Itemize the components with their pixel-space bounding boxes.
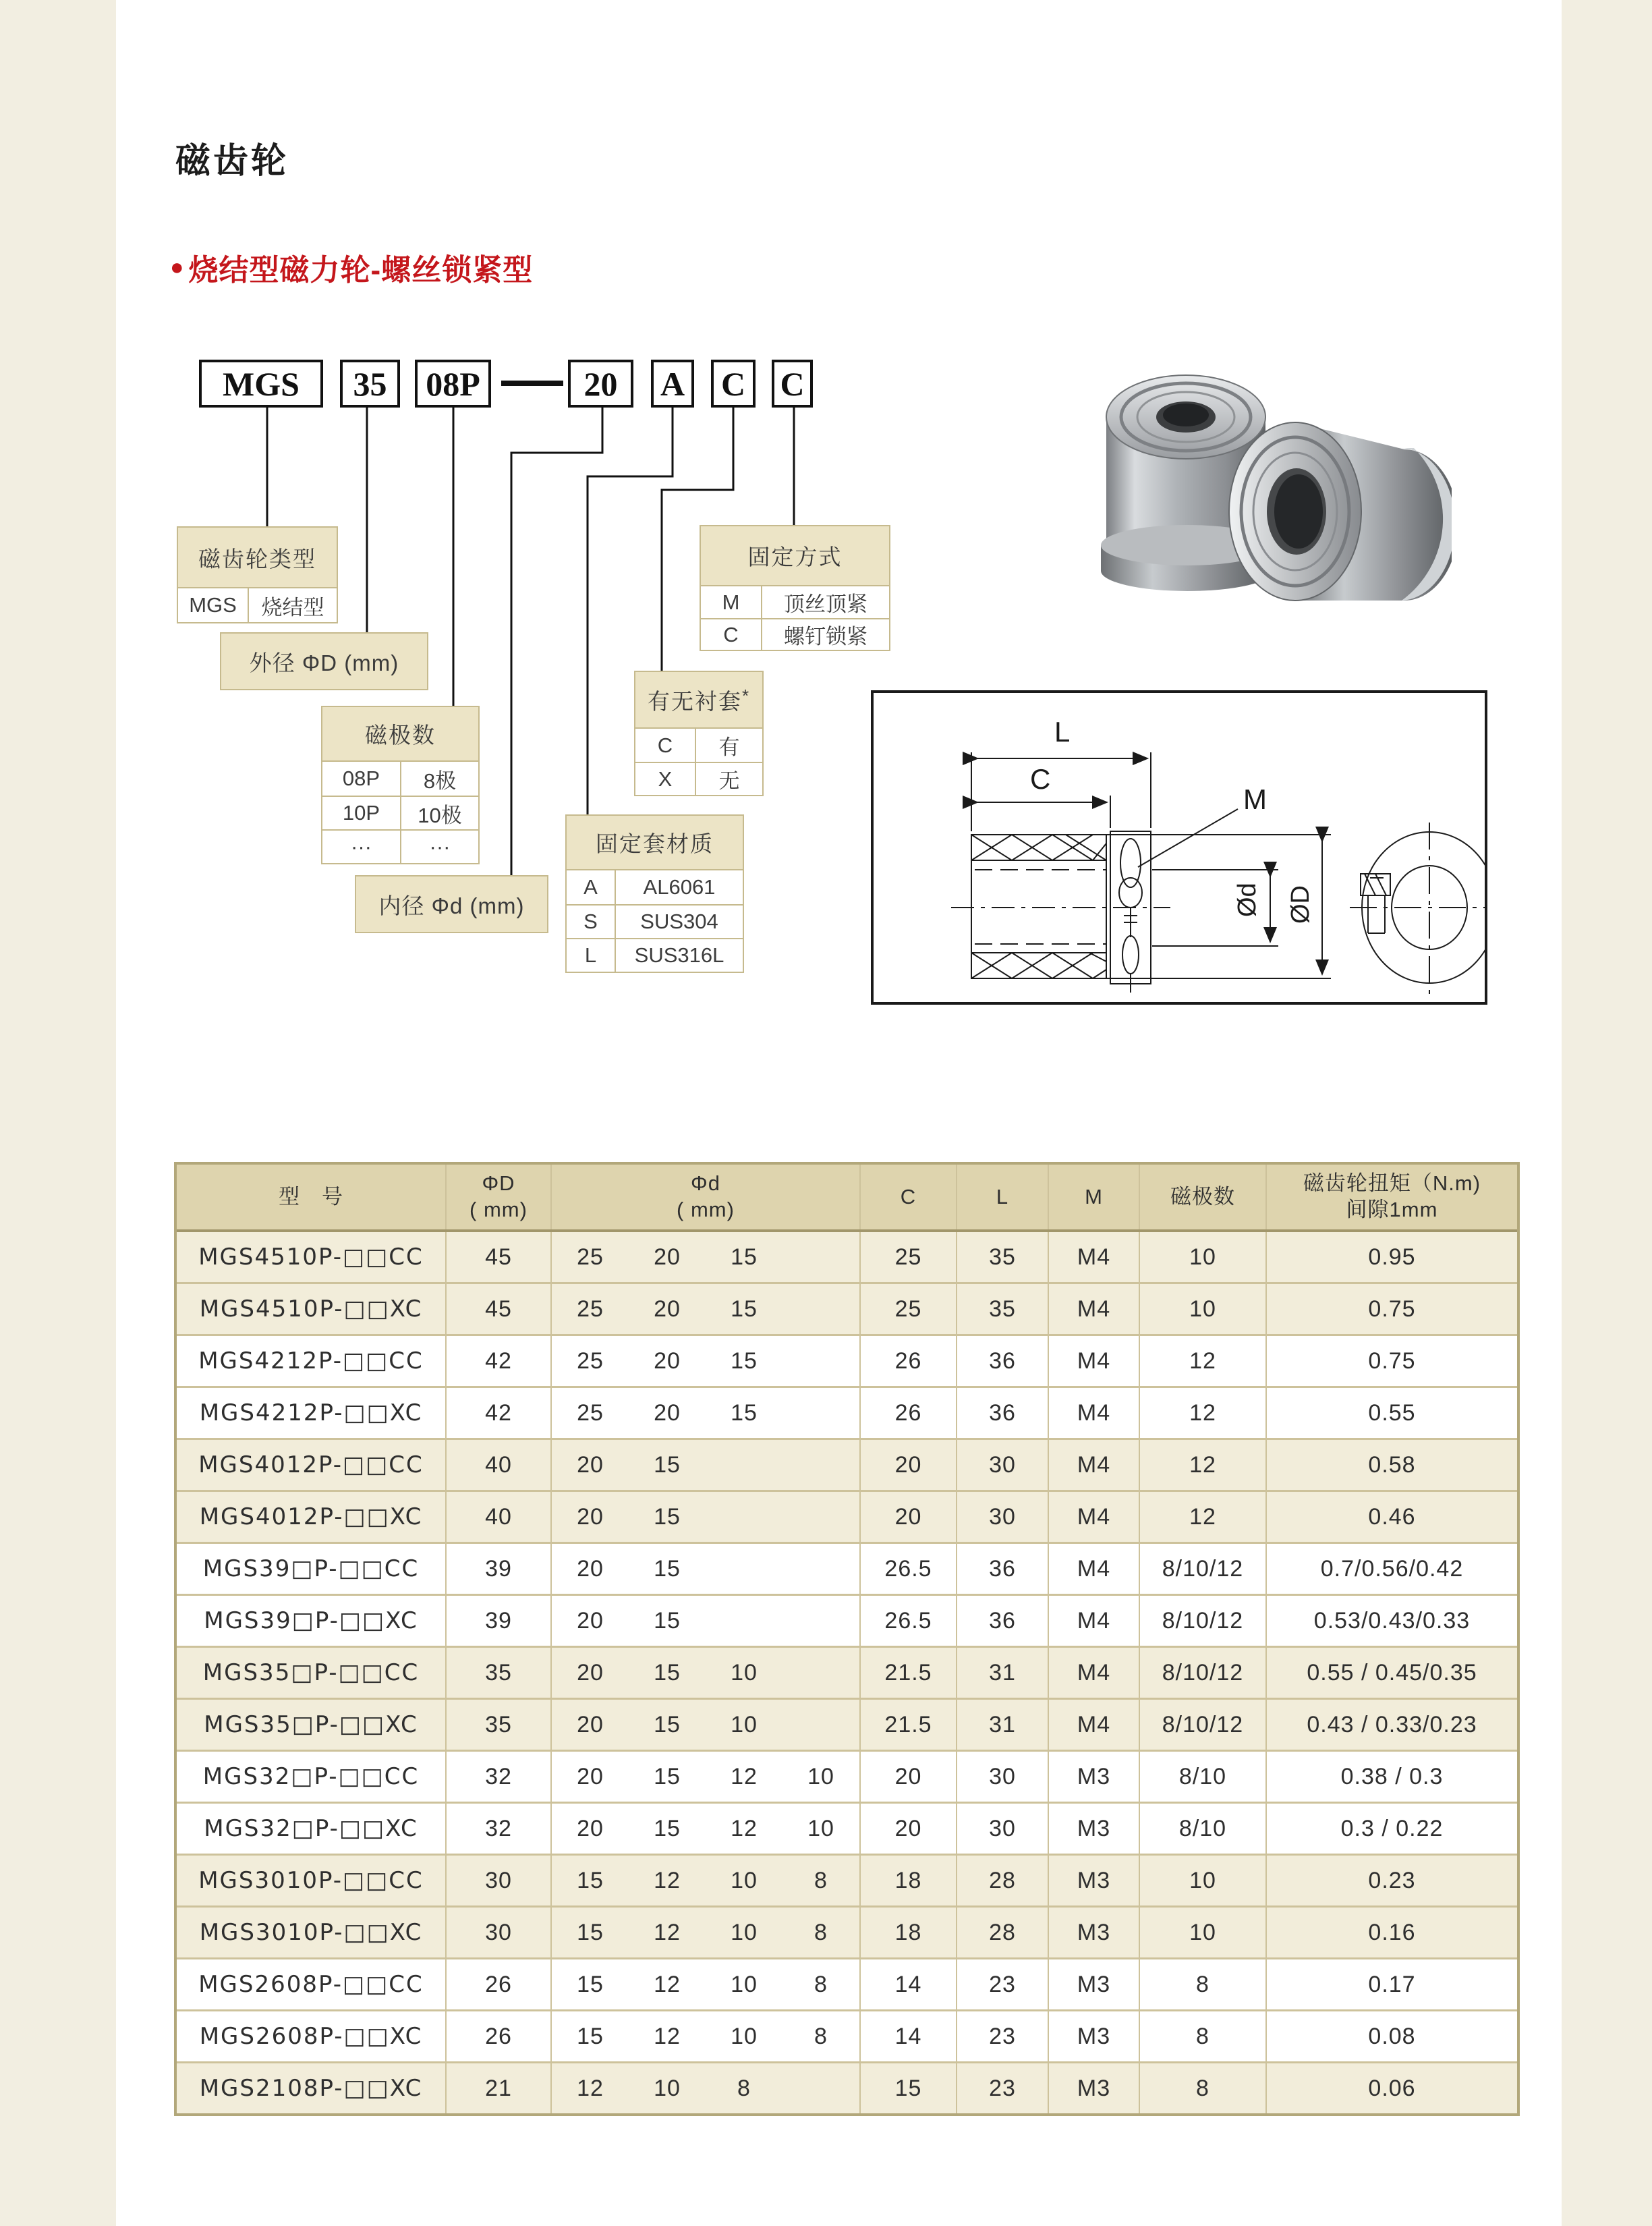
- phid-value: 20: [654, 1347, 681, 1374]
- phid-value: 15: [654, 1451, 681, 1478]
- legend-cell: S: [583, 910, 598, 933]
- cell-phiD: 32: [447, 1804, 552, 1854]
- cell-phiD: 32: [447, 1752, 552, 1802]
- legend-cell: ···: [351, 835, 372, 858]
- legend-row: [322, 829, 478, 863]
- cell-poles: 10: [1140, 1908, 1267, 1957]
- cell-phid: [552, 2011, 861, 2061]
- legend-cell: SUS316L: [615, 939, 743, 972]
- cell-torque: 0.75: [1368, 1296, 1416, 1322]
- technical-drawing-panel: [871, 690, 1487, 1005]
- phid-value: 12: [731, 1815, 758, 1841]
- cell-c: 26: [861, 1336, 957, 1386]
- cell-phid: [552, 1700, 861, 1750]
- cell-phid: [552, 1284, 861, 1334]
- cell-model: MGS3010P-□□XC: [177, 1908, 447, 1957]
- legend-row: [701, 618, 889, 650]
- phid-value: 15: [731, 1399, 758, 1426]
- legend-fixing-title: 固定方式: [701, 526, 889, 586]
- legend-poles-rows: [322, 762, 478, 863]
- legend-row: [322, 762, 478, 796]
- phid-value: 20: [577, 1555, 604, 1582]
- phid-value: 8: [814, 1971, 828, 1997]
- cell-l: 31: [957, 1648, 1049, 1698]
- cell-phid: [552, 1648, 861, 1698]
- cell-l: 28: [957, 1856, 1049, 1905]
- phid-value: 15: [577, 1867, 604, 1893]
- cell-phid: [552, 1856, 861, 1905]
- cell-torque: 0.16: [1368, 1919, 1416, 1945]
- legend-cell: SUS304: [615, 906, 743, 938]
- cell-m: M3: [1049, 1959, 1140, 2009]
- cell-l: 23: [957, 2011, 1049, 2061]
- cell-phiD: 30: [447, 1908, 552, 1957]
- cell-c: 20: [861, 1804, 957, 1854]
- dim-label-L: L: [1054, 716, 1071, 748]
- legend-cell: 08P: [342, 767, 380, 790]
- phid-value: 25: [577, 1296, 604, 1322]
- cell-m: M4: [1049, 1284, 1140, 1334]
- cell-c: 26: [861, 1388, 957, 1438]
- cell-m: M4: [1049, 1336, 1140, 1386]
- cell-phiD: 45: [447, 1232, 552, 1282]
- legend-outer-dia: [220, 632, 428, 690]
- legend-row: [567, 870, 743, 904]
- cell-m: M4: [1049, 1492, 1140, 1542]
- cell-poles: 8/10/12: [1140, 1596, 1267, 1646]
- phid-value: 10: [807, 1763, 834, 1789]
- cell-poles: 8/10: [1140, 1804, 1267, 1854]
- cell-m: M4: [1049, 1648, 1140, 1698]
- legend-row: [178, 588, 337, 622]
- cell-phid: [552, 1596, 861, 1646]
- cell-phiD: 35: [447, 1700, 552, 1750]
- cell-c: 14: [861, 1959, 957, 2009]
- phid-value: 15: [654, 1555, 681, 1582]
- col-header-phid: Φd ( mm): [552, 1165, 861, 1229]
- table-row: [177, 1698, 1517, 1750]
- content-page: [116, 0, 1562, 2226]
- table-row: [177, 1802, 1517, 1854]
- asterisk-mark: *: [741, 685, 751, 706]
- cell-m: M4: [1049, 1440, 1140, 1490]
- legend-cell: M: [722, 590, 740, 614]
- legend-cell: ···: [400, 831, 478, 863]
- cell-model: MGS35□P-□□CC: [177, 1648, 447, 1698]
- phid-value: 20: [654, 1399, 681, 1426]
- legend-cell: 螺钉锁紧: [761, 619, 889, 650]
- cell-c: 18: [861, 1908, 957, 1957]
- legend-bushing: [634, 671, 764, 796]
- phid-value: 20: [577, 1451, 604, 1478]
- cell-model: MGS2108P-□□XC: [177, 2063, 447, 2113]
- cell-m: M4: [1049, 1544, 1140, 1594]
- cell-poles: 10: [1140, 1856, 1267, 1905]
- cell-l: 23: [957, 1959, 1049, 2009]
- legend-cell: 10极: [400, 797, 478, 829]
- cell-l: 36: [957, 1544, 1049, 1594]
- legend-cell: MGS: [189, 593, 237, 617]
- phid-value: 20: [577, 1659, 604, 1686]
- cell-phid: [552, 1440, 861, 1490]
- legend-sleeve-material-rows: [567, 870, 743, 972]
- phid-value: 20: [577, 1503, 604, 1530]
- table-row: [177, 1750, 1517, 1802]
- phid-value: 15: [731, 1347, 758, 1374]
- cell-l: 30: [957, 1752, 1049, 1802]
- cell-poles: 8/10/12: [1140, 1648, 1267, 1698]
- cell-l: 30: [957, 1440, 1049, 1490]
- phid-value: 15: [654, 1815, 681, 1841]
- phid-value: 12: [577, 2075, 604, 2101]
- cell-model: MGS39□P-□□XC: [177, 1596, 447, 1646]
- cell-phid: [552, 1959, 861, 2009]
- cell-torque: 0.55 / 0.45/0.35: [1307, 1659, 1477, 1686]
- part-code-box-fixing: C: [772, 360, 813, 408]
- table-row: [177, 1490, 1517, 1542]
- cell-m: M3: [1049, 2011, 1140, 2061]
- cell-phid: [552, 1804, 861, 1854]
- phid-value: 8: [814, 1867, 828, 1893]
- cell-model: MGS32□P-□□CC: [177, 1752, 447, 1802]
- cell-poles: 10: [1140, 1232, 1267, 1282]
- cell-phiD: 42: [447, 1336, 552, 1386]
- cell-l: 30: [957, 1804, 1049, 1854]
- cell-poles: 8: [1140, 1959, 1267, 2009]
- product-photo: [1047, 350, 1452, 613]
- legend-fixing-rows: [701, 586, 889, 650]
- phid-value: 10: [731, 1971, 758, 1997]
- phid-value: 12: [654, 1919, 681, 1945]
- phid-value: 25: [577, 1399, 604, 1426]
- cell-phiD: 26: [447, 2011, 552, 2061]
- phid-value: 15: [654, 1763, 681, 1789]
- cell-c: 20: [861, 1752, 957, 1802]
- cell-phid: [552, 1752, 861, 1802]
- cell-model: MGS39□P-□□CC: [177, 1544, 447, 1594]
- phid-value: 20: [577, 1607, 604, 1634]
- table-row: [177, 1438, 1517, 1490]
- legend-cell: 烧结型: [248, 588, 337, 622]
- cell-phiD: 26: [447, 1959, 552, 2009]
- cell-model: MGS4012P-□□CC: [177, 1440, 447, 1490]
- legend-fixing: [700, 525, 890, 651]
- legend-bushing-title: [635, 672, 762, 729]
- cell-phid: [552, 1336, 861, 1386]
- cell-model: MGS3010P-□□CC: [177, 1856, 447, 1905]
- cell-m: M4: [1049, 1388, 1140, 1438]
- legend-row: [635, 729, 762, 762]
- legend-gear-type-title: 磁齿轮类型: [178, 528, 337, 588]
- cell-c: 15: [861, 2063, 957, 2113]
- cell-poles: 12: [1140, 1388, 1267, 1438]
- dim-label-oD: ØD: [1286, 885, 1315, 924]
- legend-poles: [321, 706, 480, 864]
- cell-l: 30: [957, 1492, 1049, 1542]
- legend-gear-type-rows: [178, 588, 337, 622]
- legend-outer-dia-title: 外径 ΦD (mm): [221, 634, 427, 689]
- cell-model: MGS4212P-□□CC: [177, 1336, 447, 1386]
- cell-l: 31: [957, 1700, 1049, 1750]
- cell-c: 25: [861, 1284, 957, 1334]
- phid-value: 8: [737, 2075, 751, 2101]
- cell-torque: 0.38 / 0.3: [1340, 1763, 1444, 1789]
- col-header-phiD: ΦD ( mm): [447, 1165, 552, 1229]
- cell-m: M4: [1049, 1596, 1140, 1646]
- table-row: [177, 1646, 1517, 1698]
- cell-phid: [552, 1908, 861, 1957]
- legend-cell: X: [658, 767, 673, 791]
- cell-poles: 8/10/12: [1140, 1700, 1267, 1750]
- cell-m: M3: [1049, 1856, 1140, 1905]
- cell-c: 20: [861, 1492, 957, 1542]
- phid-value: 20: [577, 1711, 604, 1737]
- phid-value: 10: [654, 2075, 681, 2101]
- phid-value: 25: [577, 1244, 604, 1270]
- cell-poles: 8: [1140, 2011, 1267, 2061]
- table-row: [177, 1854, 1517, 1905]
- phid-value: 20: [577, 1763, 604, 1789]
- cell-l: 35: [957, 1232, 1049, 1282]
- legend-sleeve-material-title: 固定套材质: [567, 816, 743, 870]
- phid-value: 12: [654, 1867, 681, 1893]
- cell-model: MGS35□P-□□XC: [177, 1700, 447, 1750]
- phid-value: 20: [654, 1244, 681, 1270]
- cell-torque: 0.17: [1368, 1971, 1416, 1997]
- cell-phiD: 35: [447, 1648, 552, 1698]
- legend-cell: L: [584, 943, 597, 967]
- legend-row: [567, 904, 743, 938]
- legend-cell: 10P: [342, 801, 380, 825]
- cell-torque: 0.08: [1368, 2023, 1416, 2049]
- phid-value: 10: [731, 1711, 758, 1737]
- table-row: [177, 1905, 1517, 1957]
- legend-sleeve-material: [565, 814, 744, 973]
- table-body: [177, 1232, 1517, 2113]
- legend-cell: C: [657, 733, 673, 757]
- cell-torque: 0.7/0.56/0.42: [1320, 1555, 1464, 1582]
- cell-torque: 0.53/0.43/0.33: [1313, 1607, 1471, 1634]
- legend-poles-title: 磁极数: [322, 707, 478, 762]
- legend-row: [635, 762, 762, 795]
- cell-phiD: 30: [447, 1856, 552, 1905]
- bullet-icon: ●: [170, 254, 185, 280]
- col-header-torque: 磁齿轮扭矩（N.m) 间隙1mm: [1303, 1171, 1481, 1221]
- table-row: [177, 2061, 1517, 2113]
- cell-poles: 10: [1140, 1284, 1267, 1334]
- phid-value: 10: [731, 1659, 758, 1686]
- cell-torque: 0.06: [1368, 2075, 1416, 2101]
- legend-cell: 顶丝顶紧: [761, 586, 889, 618]
- col-header-l: L: [957, 1165, 1049, 1229]
- cell-c: 26.5: [861, 1596, 957, 1646]
- cell-torque: 0.3 / 0.22: [1340, 1815, 1444, 1841]
- phid-value: 15: [654, 1503, 681, 1530]
- col-header-c: C: [861, 1165, 957, 1229]
- phid-value: 15: [654, 1711, 681, 1737]
- cell-phid: [552, 1388, 861, 1438]
- phid-value: 15: [731, 1244, 758, 1270]
- cell-phid: [552, 1232, 861, 1282]
- cell-torque: 0.46: [1368, 1503, 1416, 1530]
- phid-value: 10: [731, 1919, 758, 1945]
- table-row: [177, 1334, 1517, 1386]
- cell-c: 21.5: [861, 1700, 957, 1750]
- phid-value: 15: [654, 1607, 681, 1634]
- part-code-box-bushing: C: [711, 360, 756, 408]
- cell-c: 18: [861, 1856, 957, 1905]
- cell-model: MGS4510P-□□XC: [177, 1284, 447, 1334]
- phid-value: 15: [577, 1919, 604, 1945]
- part-code-box-od: 35: [340, 360, 400, 408]
- cell-l: 23: [957, 2063, 1049, 2113]
- cell-m: M4: [1049, 1232, 1140, 1282]
- section-heading-text: 烧结型磁力轮-螺丝锁紧型: [188, 254, 534, 287]
- phid-value: 20: [577, 1815, 604, 1841]
- dim-label-C: C: [1030, 763, 1051, 795]
- cell-poles: 12: [1140, 1336, 1267, 1386]
- cell-model: MGS2608P-□□XC: [177, 2011, 447, 2061]
- phid-value: 25: [577, 1347, 604, 1374]
- cell-phiD: 45: [447, 1284, 552, 1334]
- cell-torque: 0.75: [1368, 1347, 1416, 1374]
- cell-m: M3: [1049, 1908, 1140, 1957]
- page-title: 磁齿轮: [175, 142, 289, 181]
- cell-torque: 0.23: [1368, 1867, 1416, 1893]
- legend-cell: 无: [695, 763, 762, 795]
- legend-cell: AL6061: [615, 870, 743, 904]
- cell-m: M3: [1049, 1752, 1140, 1802]
- legend-bushing-rows: [635, 729, 762, 795]
- table-row: [177, 1232, 1517, 1282]
- cell-phid: [552, 1544, 861, 1594]
- cell-l: 35: [957, 1284, 1049, 1334]
- phid-value: 10: [807, 1815, 834, 1841]
- table-row: [177, 1282, 1517, 1334]
- cell-phiD: 39: [447, 1544, 552, 1594]
- legend-cell: C: [723, 622, 739, 646]
- phid-value: 12: [654, 2023, 681, 2049]
- cell-model: MGS4510P-□□CC: [177, 1232, 447, 1282]
- spec-table-header: [177, 1165, 1517, 1232]
- phid-value: 12: [654, 1971, 681, 1997]
- spec-table: [174, 1162, 1520, 2116]
- legend-cell: A: [583, 875, 598, 899]
- cell-l: 36: [957, 1388, 1049, 1438]
- cell-model: MGS2608P-□□CC: [177, 1959, 447, 2009]
- cell-phiD: 39: [447, 1596, 552, 1646]
- legend-cell: 有: [695, 729, 762, 762]
- cell-torque: 0.43 / 0.33/0.23: [1307, 1711, 1477, 1737]
- phid-value: 15: [577, 2023, 604, 2049]
- dim-label-od: Ød: [1233, 883, 1261, 917]
- part-code-box-id: 20: [568, 360, 633, 408]
- col-header-poles: 磁极数: [1140, 1165, 1267, 1229]
- table-row: [177, 1594, 1517, 1646]
- legend-row: [701, 586, 889, 618]
- cell-torque: 0.55: [1368, 1399, 1416, 1426]
- legend-row: [322, 796, 478, 829]
- cell-m: M4: [1049, 1700, 1140, 1750]
- cell-model: MGS4212P-□□XC: [177, 1388, 447, 1438]
- phid-value: 10: [731, 2023, 758, 2049]
- phid-value: 8: [814, 2023, 828, 2049]
- cell-poles: 8: [1140, 2063, 1267, 2113]
- cell-c: 20: [861, 1440, 957, 1490]
- cell-torque: 0.58: [1368, 1451, 1416, 1478]
- phid-value: 12: [731, 1763, 758, 1789]
- phid-value: 15: [577, 1971, 604, 1997]
- col-header-m: M: [1049, 1165, 1140, 1229]
- legend-gear-type: [177, 526, 338, 623]
- part-code-box-material: A: [651, 360, 694, 408]
- table-row: [177, 1957, 1517, 2009]
- part-code-box-poles: 08P: [415, 360, 491, 408]
- table-row: [177, 2009, 1517, 2061]
- cell-poles: 8/10/12: [1140, 1544, 1267, 1594]
- cell-phid: [552, 1492, 861, 1542]
- cell-l: 36: [957, 1596, 1049, 1646]
- table-row: [177, 1542, 1517, 1594]
- legend-inner-dia-title: 内径 Φd (mm): [356, 877, 547, 932]
- legend-row: [567, 938, 743, 972]
- table-row: [177, 1386, 1517, 1438]
- legend-inner-dia: [355, 875, 548, 933]
- phid-value: 10: [731, 1867, 758, 1893]
- cell-l: 28: [957, 1908, 1049, 1957]
- cell-l: 36: [957, 1336, 1049, 1386]
- legend-cell: 8极: [400, 762, 478, 796]
- technical-drawing: [874, 693, 1485, 1002]
- part-code-box-type: MGS: [199, 360, 323, 408]
- cell-c: 21.5: [861, 1648, 957, 1698]
- phid-value: 15: [731, 1296, 758, 1322]
- cell-model: MGS4012P-□□XC: [177, 1492, 447, 1542]
- cell-c: 25: [861, 1232, 957, 1282]
- cell-phid: [552, 2063, 861, 2113]
- phid-value: 8: [814, 1919, 828, 1945]
- cell-torque: 0.95: [1368, 1244, 1416, 1270]
- cell-phiD: 21: [447, 2063, 552, 2113]
- phid-value: 15: [654, 1659, 681, 1686]
- col-header-model: 型 号: [177, 1165, 447, 1229]
- dim-label-M: M: [1243, 783, 1267, 815]
- cell-c: 26.5: [861, 1544, 957, 1594]
- cell-phiD: 40: [447, 1492, 552, 1542]
- cell-poles: 12: [1140, 1440, 1267, 1490]
- cell-m: M3: [1049, 1804, 1140, 1854]
- cell-poles: 8/10: [1140, 1752, 1267, 1802]
- cell-model: MGS32□P-□□XC: [177, 1804, 447, 1854]
- right-cylinder: [1229, 422, 1452, 601]
- cell-phiD: 42: [447, 1388, 552, 1438]
- cell-m: M3: [1049, 2063, 1140, 2113]
- cell-poles: 12: [1140, 1492, 1267, 1542]
- legend-bushing-title-text: 有无衬套: [647, 688, 742, 714]
- cell-c: 14: [861, 2011, 957, 2061]
- phid-value: 20: [654, 1296, 681, 1322]
- cell-phiD: 40: [447, 1440, 552, 1490]
